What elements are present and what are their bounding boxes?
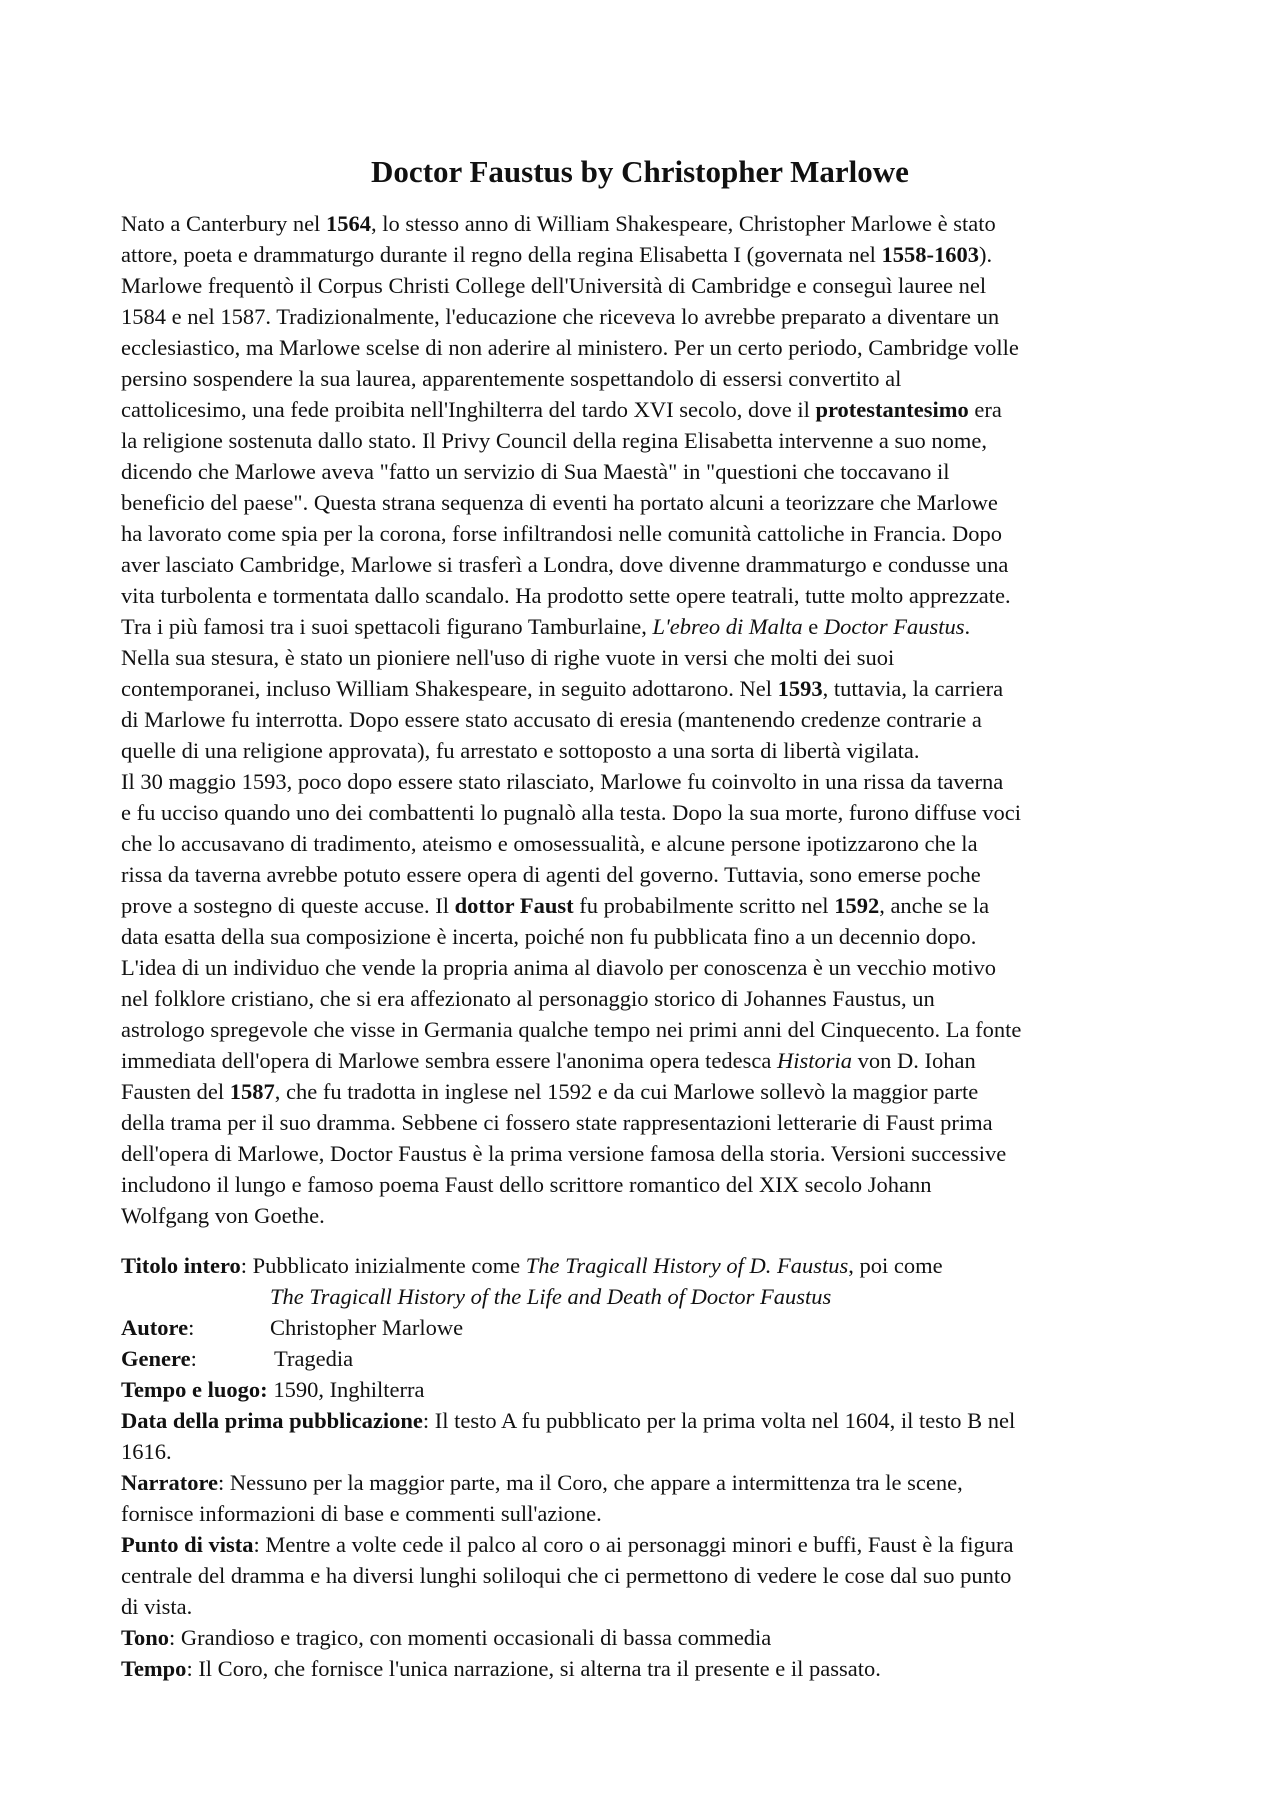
body-text-segment: , lo stesso anno di William Shakespeare, Christopher Marlowe è stato (370, 211, 996, 236)
body-text-segment: ). (979, 242, 993, 267)
pov-row-2 (121, 1560, 1173, 1591)
pov-row-3 (121, 1591, 1173, 1622)
body-line (121, 425, 1173, 456)
body-text-segment: che lo accusavano di tradimento, ateismo e omosessualità, e alcune persone ipotizzarono che la (121, 831, 978, 856)
body-line (121, 673, 1173, 704)
body-text-segment: Il 30 maggio 1593, poco dopo essere stato rilasciato, Marlowe fu coinvolto in una rissa da taverna (121, 769, 1004, 794)
author-value: Christopher Marlowe (270, 1315, 464, 1340)
body-line (121, 363, 1173, 394)
italic-title: L'ebreo di Malta (652, 614, 803, 639)
body-text-segment: Fausten del (121, 1079, 230, 1104)
author-label: Autore (121, 1315, 189, 1340)
italic-title: Doctor Faustus (823, 614, 965, 639)
full-title-row (121, 1250, 1173, 1281)
body-text-segment: astrologo spregevole che visse in Germania qualche tempo nei primi anni del Cinquecento. La fonte (121, 1017, 1022, 1042)
bold-term: protestantesimo (815, 397, 969, 422)
body-text-segment: data esatta della sua composizione è incerta, poiché non fu pubblicata fino a un decennio dopo. (121, 924, 977, 949)
body-text-segment: persino sospendere la sua laurea, apparentemente sospettandolo di essersi convertito al (121, 366, 902, 391)
body-text-segment: beneficio del paese". Questa strana sequenza di eventi ha portato alcuni a teorizzare che Marlowe (121, 490, 998, 515)
body-text-segment: fu probabilmente scritto nel (573, 893, 835, 918)
body-text-segment: , che fu tradotta in inglese nel 1592 e da cui Marlowe sollevò la maggior parte (274, 1079, 979, 1104)
body-text-segment: rissa da taverna avrebbe potuto essere opera di agenti del governo. Tuttavia, sono emerse poche (121, 862, 981, 887)
body-line (121, 239, 1173, 270)
body-line (121, 270, 1173, 301)
document-title: Doctor Faustus by Christopher Marlowe (371, 154, 909, 189)
body-text-segment: dell'opera di Marlowe, Doctor Faustus è la prima versione famosa della storia. Versioni successive (121, 1141, 1007, 1166)
body-text-segment: e fu ucciso quando uno dei combattenti lo pugnalò alla testa. Dopo la sua morte, furono diffuse voci (121, 800, 1021, 825)
body-line (121, 983, 1173, 1014)
pov-row (121, 1529, 1173, 1560)
body-text-segment: vita turbolenta e tormentata dallo scandalo. Ha prodotto sette opere teatrali, tutte molto apprezzate. (121, 583, 1011, 608)
body-text-segment: dicendo che Marlowe aveva "fatto un servizio di Sua Maestà" in "questioni che toccavano il (121, 459, 950, 484)
author-row (121, 1312, 1173, 1343)
body-text-segment: e (802, 614, 824, 639)
full-title-row-2 (121, 1281, 1173, 1312)
pub-date-value: : Il testo A fu pubblicato per la prima volta nel 1604, il testo B nel (422, 1408, 1016, 1433)
body-text-segment: , anche se la (879, 893, 990, 918)
bold-term: 1558-1603 (881, 242, 980, 267)
full-title-mid: , poi come (848, 1253, 943, 1278)
body-text-segment: cattolicesimo, una fede proibita nell'Inghilterra del tardo XVI secolo, dove il (121, 397, 816, 422)
body-line (121, 549, 1173, 580)
body-line (121, 487, 1173, 518)
body-text-segment: contemporanei, incluso William Shakespeare, in seguito adottarono. Nel (121, 676, 778, 701)
body-line (121, 518, 1173, 549)
metadata-section (121, 1250, 1173, 1684)
body-line (121, 611, 1173, 642)
body-line (121, 1200, 1173, 1231)
body-text-segment: . (964, 614, 971, 639)
full-title-italic-2: The Tragicall History of the Life and Death of Doctor Faustus (270, 1284, 832, 1309)
body-line (121, 394, 1173, 425)
body-line (121, 766, 1173, 797)
bold-term: 1587 (229, 1079, 275, 1104)
full-title-italic-1: The Tragicall History of D. Faustus (525, 1253, 849, 1278)
tense-value: : Il Coro, che fornisce l'unica narrazione, si alterna tra il presente e il passato. (186, 1656, 881, 1681)
tone-value: : Grandioso e tragico, con momenti occasionali di bassa commedia (168, 1625, 772, 1650)
body-line (121, 1045, 1173, 1076)
body-paragraph (121, 208, 1173, 1231)
body-text-segment: , tuttavia, la carriera (822, 676, 1004, 701)
body-text-segment: la religione sostenuta dallo stato. Il Privy Council della regina Elisabetta intervenne a suo nome, (121, 428, 988, 453)
body-text-segment: quelle di una religione approvata), fu arrestato e sottoposto a una sorta di libertà vigilata. (121, 738, 920, 763)
body-text-segment: Marlowe frequentò il Corpus Christi College dell'Università di Cambridge e conseguì lauree nel (121, 273, 987, 298)
body-text-segment: Nato a Canterbury nel (121, 211, 326, 236)
body-line (121, 580, 1173, 611)
body-text-segment: ha lavorato come spia per la corona, forse infiltrandosi nelle comunità cattoliche in Francia. Dopo (121, 521, 1002, 546)
narrator-value-2: fornisce informazioni di base e commenti sull'azione. (121, 1501, 602, 1526)
body-text-segment: Tra i più famosi tra i suoi spettacoli figurano Tamburlaine, (121, 614, 653, 639)
time-place-value: 1590, Inghilterra (267, 1377, 425, 1402)
body-line (121, 952, 1173, 983)
body-line (121, 1169, 1173, 1200)
narrator-value: : Nessuno per la maggior parte, ma il Coro, che appare a intermittenza tra le scene, (218, 1470, 963, 1495)
body-line (121, 1138, 1173, 1169)
body-text-segment: nel folklore cristiano, che si era affezionato al personaggio storico di Johannes Faustus, un (121, 986, 935, 1011)
bold-term: 1592 (834, 893, 880, 918)
genre-value: Tragedia (274, 1346, 354, 1371)
body-line (121, 332, 1173, 363)
body-line (121, 1076, 1173, 1107)
genre-label: Genere (121, 1346, 191, 1371)
body-text-segment: immediata dell'opera di Marlowe sembra essere l'anonima opera tedesca (121, 1048, 777, 1073)
tense-label: Tempo (121, 1656, 187, 1681)
body-line (121, 921, 1173, 952)
body-text-segment: 1584 e nel 1587. Tradizionalmente, l'educazione che riceveva lo avrebbe preparato a diventare un (121, 304, 1000, 329)
body-line (121, 1014, 1173, 1045)
tense-row (121, 1653, 1173, 1684)
body-line (121, 735, 1173, 766)
narrator-label: Narratore (121, 1470, 219, 1495)
genre-row (121, 1343, 1173, 1374)
body-text-segment: della trama per il suo dramma. Sebbene ci fossero state rappresentazioni letterarie di Faust prima (121, 1110, 993, 1135)
time-place-label: Tempo e luogo: (121, 1377, 268, 1402)
author-sep: : (188, 1315, 195, 1340)
body-text-segment: era (968, 397, 1002, 422)
body-line (121, 704, 1173, 735)
body-text-segment: ecclesiastico, ma Marlowe scelse di non aderire al ministero. Per un certo periodo, Cambridge volle (121, 335, 1019, 360)
bold-term: dottor Faust (454, 893, 574, 918)
body-line (121, 642, 1173, 673)
body-text-segment: L'idea di un individuo che vende la propria anima al diavolo per conoscenza è un vecchio motivo (121, 955, 997, 980)
time-place-row (121, 1374, 1173, 1405)
narrator-row-2 (121, 1498, 1173, 1529)
pub-date-row (121, 1405, 1173, 1436)
pov-value-3: di vista. (121, 1594, 193, 1619)
body-line (121, 1107, 1173, 1138)
tone-label: Tono (121, 1625, 169, 1650)
body-text-segment: aver lasciato Cambridge, Marlowe si trasferì a Londra, dove divenne drammaturgo e condusse una (121, 552, 1009, 577)
pov-label: Punto di vista (121, 1532, 254, 1557)
body-line (121, 301, 1173, 332)
body-line (121, 208, 1173, 239)
pub-date-value-2: 1616. (121, 1439, 172, 1464)
pub-date-row-2 (121, 1436, 1173, 1467)
body-line (121, 890, 1173, 921)
body-line (121, 456, 1173, 487)
body-text-segment: includono il lungo e famoso poema Faust dello scrittore romantico del XIX secolo Johann (121, 1172, 932, 1197)
pov-value-2: centrale del dramma e ha diversi lunghi soliloqui che ci permettono di vedere le cose dal suo punto (121, 1563, 1012, 1588)
full-title-label: Titolo intero (121, 1253, 241, 1278)
pov-value: : Mentre a volte cede il palco al coro o ai personaggi minori e buffi, Faust è la figura (253, 1532, 1014, 1557)
body-text-segment: prove a sostegno di queste accuse. Il (121, 893, 455, 918)
body-line (121, 828, 1173, 859)
body-line (121, 797, 1173, 828)
bold-term: 1593 (777, 676, 823, 701)
body-text-segment: di Marlowe fu interrotta. Dopo essere stato accusato di eresia (mantenendo credenze contrarie a (121, 707, 982, 732)
genre-sep: : (190, 1346, 197, 1371)
italic-title: Historia (776, 1048, 852, 1073)
full-title-prefix: : Pubblicato inizialmente come (240, 1253, 526, 1278)
narrator-row (121, 1467, 1173, 1498)
body-line (121, 859, 1173, 890)
bold-term: 1564 (325, 211, 371, 236)
body-text-segment: Wolfgang von Goethe. (121, 1203, 325, 1228)
tone-row (121, 1622, 1173, 1653)
body-text-segment: von D. Iohan (851, 1048, 976, 1073)
pub-date-label: Data della prima pubblicazione (121, 1408, 423, 1433)
body-text-segment: Nella sua stesura, è stato un pioniere nell'uso di righe vuote in versi che molti dei suoi (121, 645, 895, 670)
body-text-segment: attore, poeta e drammaturgo durante il regno della regina Elisabetta I (governata nel (121, 242, 882, 267)
